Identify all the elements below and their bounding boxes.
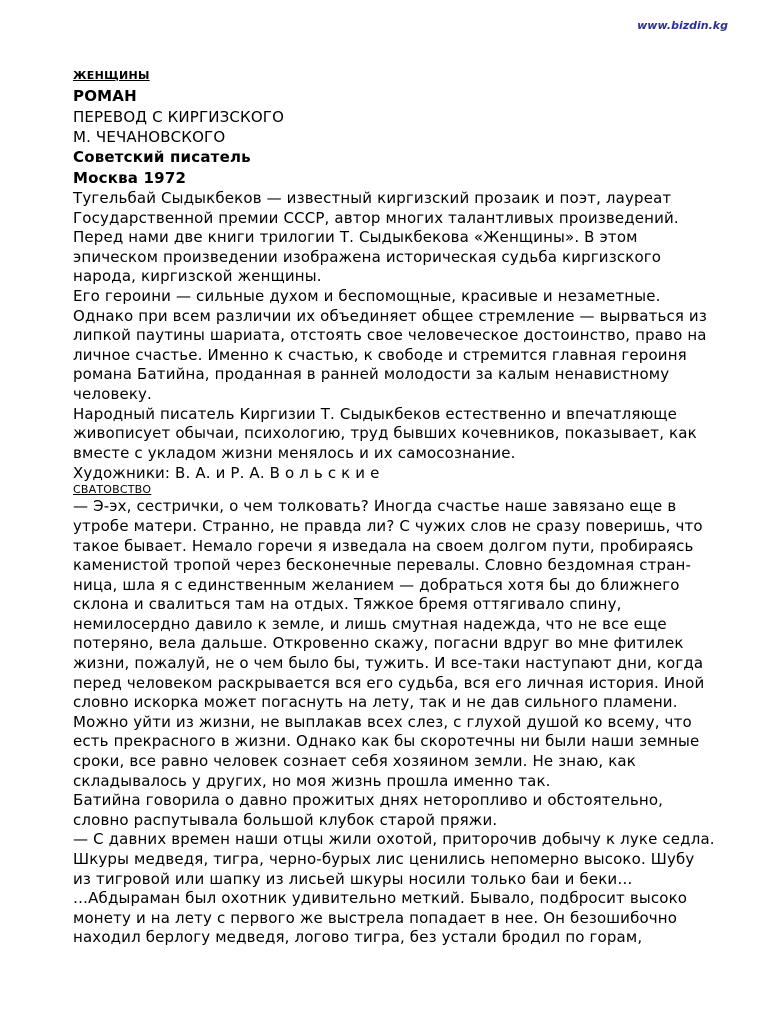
translation-note: ПЕРЕВОД С КИРГИЗСКОГО	[73, 108, 285, 126]
chapter-heading: СВАТОВСТВО	[73, 483, 152, 497]
publication-city-year: Москва 1972	[73, 169, 187, 187]
book-title-small: ЖЕНЩИНЫ	[73, 69, 150, 82]
genre-label: РОМАН	[73, 87, 137, 105]
annotation-paragraph-2: Его героини — сильные духом и беспомощные, красивые и незаметные. Однако при всем различии их объединяет общее стремление — вырваться из липкой паутины шариата, отстоять свое человеческое достоинство, право на личное счастье. Именно к счастью, к свободе и стремится главная героиня романа Батийна, проданная в ранней молодости за калым ненавистному человеку.	[73, 286, 707, 403]
chapter-paragraph-1: — Э-эх, сестрички, о чем толковать? Иногда счастье наше завязано еще в утробе матери. Странно, не правда ли? С чужих слов не сразу поверишь, что такое бывает. Немало горечи я изведала на своем долгом пути, пробираясь каменистой тропой через бесконечные перевалы. Словно бездомная стран- ница, шла я с единственным желанием — добраться хотя бы до ближнего склона и свалиться там на отдых. Тяжкое бремя оттягивало спину, немилосердно давило к земле, и лишь смутная надежда, что не все еще потеряно, вела дальше. Откровенно скажу, погасни вдруг во мне фитилек жизни, пожалуй, не о чем было бы, тужить. И все-таки наступают дни, когда перед человеком раскрывается вся его судьба, вся его личная история. Иной словно искорка может погаснуть на лету, так и не дав сильного пламени. Можно уйти из жизни, не выплакав всех слез, с глухой душой ко всему, что есть прекрасного в жизни. Однако как бы скоротечны ни были наши земные сроки, все равно человек сознает себя хозяином земли. Не знаю, как складывалось у других, но моя жизнь прошла именно так.	[73, 497, 705, 790]
annotation-paragraph-3: Народный писатель Киргизии Т. Сыдыкбеков естественно и впечатляюще живописует обычаи, психологию, труд бывших кочевников, показывает, как вместе с укладом жизни менялось и их самосознание.	[73, 404, 697, 462]
annotation-paragraph-1: Тугельбай Сыдыкбеков — известный киргизский прозаик и поэт, лауреат Государственной премии СССР, автор многих талантливых произведений. Перед нами две книги трилогии Т. Сыдыкбекова «Женщины». В этом эпическом произведении изображена историческая судьба киргизского народа, киргизской женщины.	[73, 189, 679, 286]
chapter-paragraph-3: — С давних времен наши отцы жили охотой, приторочив добычу к луке седла. Шкуры медведя, тигра, черно-бурых лис ценились непомерно высоко. Шубу из тигровой или шапку из лисьей шкуры носили только баи и беки…	[73, 830, 715, 888]
chapter-paragraph-4: …Абдыраман был охотник удивительно меткий. Бывало, подбросит высоко монету и на лету с первого же выстрела попадает в нее. Он безошибочно находил берлогу медведя, логово тигра, без устали бродил по горам,	[73, 889, 688, 947]
site-link[interactable]: www.bizdin.kg	[637, 19, 728, 32]
publisher-name: Советский писатель	[73, 148, 251, 166]
artists-credit: Художники: В. А. и Р. А. В о л ь с к и е	[73, 464, 380, 483]
chapter-paragraph-2: Батийна говорила о давно прожитых днях неторопливо и обстоятельно, словно распутывала большой клубок старой пряжи.	[73, 791, 664, 829]
translator-name: М. ЧЕЧАНОВСКОГО	[73, 128, 226, 146]
document-body	[73, 66, 753, 948]
